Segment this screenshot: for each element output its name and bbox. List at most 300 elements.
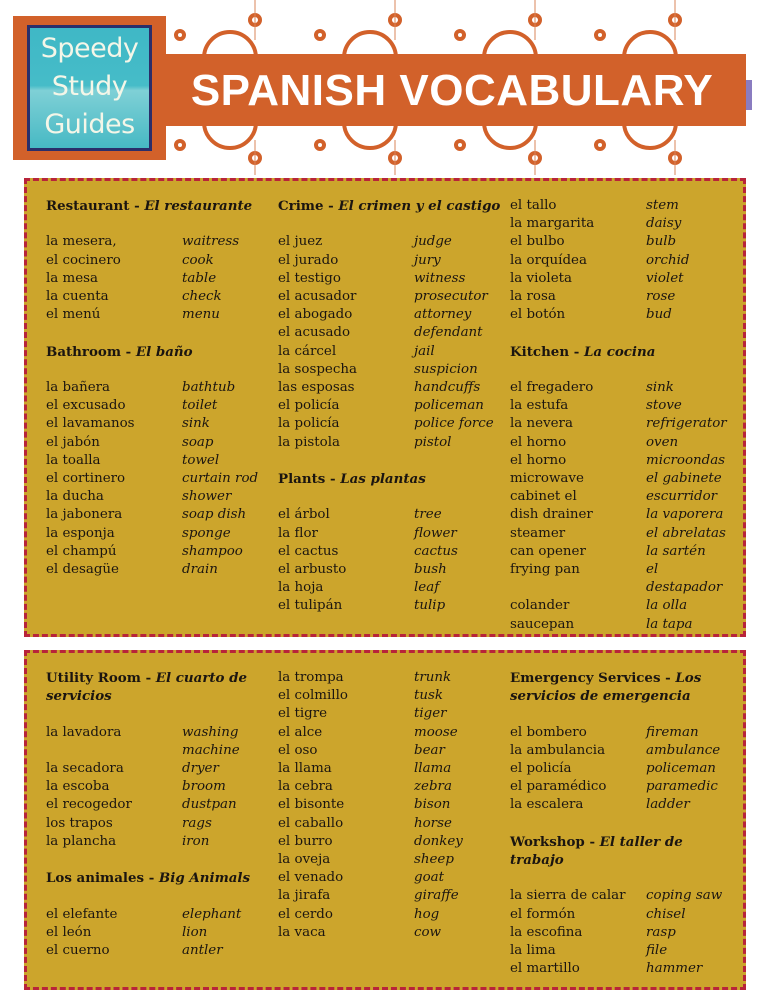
vocab-row [510, 960, 736, 978]
vocab-row [278, 361, 504, 379]
section-title-english: Plants - [278, 471, 341, 488]
translation: leaf [414, 580, 440, 596]
vocab-row [46, 906, 272, 924]
spacer [510, 361, 736, 379]
translation: iron [182, 833, 210, 849]
translation: microondas [646, 452, 726, 468]
term: el lavamanos [46, 416, 135, 432]
translation: orchid [646, 252, 690, 268]
term: la escofina [510, 924, 583, 940]
term: el bisonte [278, 797, 345, 813]
term: el acusado [278, 325, 351, 341]
logo-text [27, 25, 152, 151]
translation: sheep [414, 852, 454, 868]
term: el cortinero [46, 471, 126, 486]
term: dish drainer [510, 507, 593, 523]
term: la mesa [46, 270, 98, 286]
translation: refrigerator [646, 416, 727, 432]
vocab-row [46, 397, 272, 415]
vocab-row [510, 742, 736, 760]
translation: rose [646, 289, 676, 305]
vocab-row [278, 525, 504, 543]
translation: paramedic [646, 779, 718, 795]
term: el paramédico [510, 779, 607, 795]
vocab-row [46, 760, 272, 778]
translation: tulip [414, 598, 446, 614]
term: el cerdo [278, 906, 333, 922]
translation: violet [646, 270, 684, 286]
column-1 [46, 669, 272, 960]
translation: sink [182, 416, 210, 432]
translation: cook [182, 252, 214, 268]
translation: trunk [414, 670, 452, 685]
vocab-row [510, 724, 736, 742]
section-title [278, 470, 504, 488]
section-title [46, 869, 272, 887]
vocab-row [278, 815, 504, 833]
spacer [46, 851, 272, 869]
spacer [510, 815, 736, 833]
vocab-row [278, 669, 504, 687]
term: el martillo [510, 961, 580, 977]
vocab-row [278, 851, 504, 869]
vocab-row [278, 434, 504, 452]
vocab-row [278, 415, 504, 433]
term: el cocinero [46, 252, 121, 268]
section-title [46, 669, 272, 705]
section-title [46, 197, 272, 215]
term: el acusador [278, 289, 357, 304]
section-title-spanish: El baño [135, 343, 193, 360]
vocab-row [46, 724, 272, 760]
vocab-row [510, 778, 736, 796]
term: el árbol [278, 507, 330, 523]
section-title-english: Crime - [278, 198, 339, 214]
vocab-row [510, 488, 736, 506]
vocab-row [46, 778, 272, 796]
translation: horse [414, 815, 452, 831]
term: el policía [510, 761, 572, 776]
term: el colmillo [278, 688, 348, 704]
translation: rasp [646, 924, 676, 940]
term: el policía [278, 398, 340, 414]
term: la oveja [278, 852, 331, 868]
vocab-row [278, 343, 504, 361]
vocab-row [278, 579, 504, 597]
translation: menu [182, 307, 220, 323]
term: el recogedor [46, 797, 132, 813]
vocab-row [510, 616, 736, 634]
translation: bison [414, 797, 451, 813]
vocab-row [46, 252, 272, 270]
term: la cárcel [278, 343, 337, 359]
term: el fregadero [510, 380, 594, 395]
section-title-english: Workshop - [510, 833, 600, 850]
translation: bear [414, 742, 445, 758]
term: la ambulancia [510, 742, 606, 758]
translation: ambulance [646, 742, 721, 758]
translation: el gabinete [646, 471, 722, 487]
term: la cuenta [46, 289, 109, 304]
vocab-row [510, 252, 736, 270]
column-3 [510, 197, 736, 634]
title-banner [158, 54, 746, 126]
translation: moose [414, 724, 458, 740]
term: los trapos [46, 815, 113, 831]
section-title-english: Kitchen - [510, 343, 584, 360]
vocab-row [278, 233, 504, 251]
translation: cow [414, 924, 442, 940]
vocab-row [278, 924, 504, 942]
vocab-row [510, 760, 736, 778]
vocab-row [510, 525, 736, 543]
vocab-row [46, 942, 272, 960]
translation: zebra [414, 779, 452, 795]
translation: bathtub [182, 379, 236, 395]
translation: broom [182, 779, 226, 795]
vocab-row [46, 488, 272, 506]
logo-line: Speedy [40, 33, 139, 64]
term: la margarita [510, 216, 595, 232]
section-title-spanish: El cuarto de servicios [46, 670, 248, 705]
term: el tulipán [278, 598, 343, 614]
section-title [510, 343, 736, 361]
section-title [278, 197, 504, 215]
translation: daisy [646, 216, 682, 232]
translation: stove [646, 398, 682, 414]
term: la estufa [510, 398, 569, 414]
translation: dryer [182, 761, 219, 776]
vocab-row [278, 778, 504, 796]
vocab-row [46, 379, 272, 397]
term: la rosa [510, 289, 556, 305]
vocab-row [46, 924, 272, 942]
term: el jurado [278, 252, 339, 268]
vocab-row [510, 452, 736, 470]
vocab-row [278, 379, 504, 397]
term: el testigo [278, 270, 341, 286]
translation: policeman [414, 398, 484, 414]
vocab-row [510, 270, 736, 288]
translation: soap dish [182, 507, 247, 523]
vocab-row [46, 525, 272, 543]
translation: la sartén [646, 543, 706, 559]
vocab-row [278, 724, 504, 742]
term: la sospecha [278, 361, 357, 377]
vocab-row [510, 288, 736, 306]
vocab-row [278, 742, 504, 760]
vocab-row [278, 324, 504, 342]
translation: flower [414, 525, 457, 541]
term: la nevera [510, 416, 573, 432]
translation: lion [182, 924, 208, 940]
vocab-row [46, 270, 272, 288]
vocab-row [510, 597, 736, 615]
section-title-spanish: El taller de trabajo [510, 833, 683, 868]
vocab-row [46, 561, 272, 579]
vocab-row [46, 833, 272, 851]
translation: file [646, 943, 668, 958]
spacer [510, 869, 736, 887]
vocab-row [510, 415, 736, 433]
translation: table [182, 270, 217, 286]
section-title-english: Bathroom - [46, 343, 136, 360]
term: la esponja [46, 525, 115, 541]
vocab-row [278, 705, 504, 723]
spacer [278, 452, 504, 470]
section-title-spanish: Big Animals [158, 870, 251, 887]
vocab-row [46, 506, 272, 524]
translation: donkey [414, 833, 463, 849]
translation: ladder [646, 797, 690, 813]
translation: soap [182, 434, 214, 450]
translation: dustpan [182, 797, 237, 813]
translation: coping saw [646, 888, 723, 904]
translation: bush [414, 562, 447, 578]
term: el juez [278, 234, 323, 250]
translation: fireman [646, 724, 699, 740]
column-2 [278, 669, 504, 942]
section-title-spanish: Los servicios de emergencia [510, 670, 702, 705]
term: la trompa [278, 670, 344, 685]
term: el bombero [510, 724, 587, 740]
term: la secadora [46, 761, 124, 776]
translation: giraffe [414, 888, 459, 904]
translation: chisel [646, 906, 686, 922]
term: el tallo [510, 198, 557, 213]
column-3 [510, 669, 736, 978]
term: colander [510, 598, 570, 614]
term: el botón [510, 307, 566, 323]
section-title-english: Utility Room - [46, 670, 156, 686]
vocab-row [278, 288, 504, 306]
vocab-row [278, 687, 504, 705]
translation: bulb [646, 234, 677, 250]
translation: judge [414, 234, 452, 250]
translation: handcuffs [414, 380, 481, 396]
term: el excusado [46, 398, 126, 414]
vocab-row [278, 869, 504, 887]
vocab-row [278, 906, 504, 924]
logo-line: Guides [44, 109, 135, 140]
translation: antler [182, 943, 223, 958]
term: la vaca [278, 924, 326, 940]
term: la sierra de calar [510, 888, 626, 904]
term: microwave [510, 471, 584, 487]
translation: toilet [182, 398, 218, 414]
vocab-row [510, 197, 736, 215]
vocab-panel-1 [24, 178, 746, 637]
spacer [46, 705, 272, 723]
translation: suspicion [414, 361, 478, 377]
vocab-row [510, 796, 736, 814]
term: la plancha [46, 833, 117, 849]
spacer [278, 488, 504, 506]
section-title-spanish: Las plantas [340, 471, 426, 488]
term: la escoba [46, 779, 110, 795]
translation: la tapa [646, 616, 693, 632]
term: la orquídea [510, 252, 587, 268]
vocab-row [510, 906, 736, 924]
term: el alce [278, 724, 323, 740]
vocab-row [278, 270, 504, 288]
vocab-row [46, 815, 272, 833]
section-title-english: Restaurant - [46, 198, 145, 214]
translation: el destapador [646, 562, 723, 596]
translation: stem [646, 198, 679, 213]
translation: pistol [414, 434, 452, 450]
logo-line: Study [51, 71, 128, 102]
translation: sponge [182, 525, 231, 541]
translation: policeman [646, 761, 716, 776]
vocab-row [278, 252, 504, 270]
term: el león [46, 924, 92, 940]
term: el abogado [278, 307, 353, 323]
term: la lima [510, 943, 556, 958]
vocab-row [510, 887, 736, 905]
translation: tiger [414, 706, 447, 722]
term: el oso [278, 742, 318, 758]
section-title-english: Emergency Services - [510, 670, 676, 686]
column-2 [278, 197, 504, 616]
translation: goat [414, 870, 444, 886]
vocab-row [510, 397, 736, 415]
vocab-row [278, 543, 504, 561]
translation: towel [182, 452, 220, 468]
term: la mesera, [46, 234, 117, 250]
translation: oven [646, 434, 679, 450]
vocab-row [278, 760, 504, 778]
vocab-row [278, 561, 504, 579]
term: el menú [46, 307, 101, 323]
term: la flor [278, 525, 318, 541]
vocab-row [278, 833, 504, 851]
translation: la olla [646, 598, 688, 614]
vocab-row [510, 215, 736, 233]
translation: witness [414, 270, 466, 286]
banner-tab [746, 80, 752, 110]
spacer [510, 324, 736, 342]
term: la lavadora [46, 724, 122, 740]
translation: shampoo [182, 543, 243, 559]
term: la violeta [510, 270, 573, 286]
vocab-row [46, 306, 272, 324]
spacer [46, 887, 272, 905]
term: el cactus [278, 543, 339, 559]
term: la policía [278, 416, 340, 432]
term: el champú [46, 543, 117, 559]
term: el caballo [278, 815, 344, 831]
translation: prosecutor [414, 289, 488, 304]
term: el venado [278, 870, 344, 886]
term: el jabón [46, 434, 100, 450]
translation: shower [182, 489, 232, 505]
vocab-row [46, 452, 272, 470]
spacer [278, 215, 504, 233]
translation: waitress [182, 234, 240, 250]
translation: hog [414, 906, 440, 922]
vocab-row [46, 288, 272, 306]
translation: sink [646, 380, 674, 395]
term: la bañera [46, 379, 111, 395]
translation: cactus [414, 543, 458, 559]
vocab-row [510, 379, 736, 397]
term: el tigre [278, 706, 328, 722]
translation: elephant [182, 906, 242, 922]
term: la ducha [46, 489, 104, 505]
term: la jabonera [46, 507, 123, 523]
vocab-row [510, 233, 736, 251]
vocab-row [278, 597, 504, 615]
term: el desagüe [46, 562, 119, 578]
translation: hammer [646, 961, 703, 977]
spacer [46, 361, 272, 379]
term: el burro [278, 833, 333, 849]
term: el horno [510, 452, 567, 468]
spacer [46, 215, 272, 233]
translation: llama [414, 761, 452, 777]
translation: jail [414, 343, 435, 359]
translation: check [182, 289, 222, 304]
translation: bud [646, 307, 672, 323]
vocab-row [510, 506, 736, 524]
vocab-panel-2 [24, 650, 746, 990]
translation: police force [414, 416, 494, 432]
term: el elefante [46, 906, 118, 922]
translation: curtain rod [182, 471, 259, 486]
term: la cebra [278, 779, 333, 795]
term: frying pan [510, 562, 580, 578]
translation: escurridor [646, 489, 718, 505]
vocab-row [46, 470, 272, 488]
vocab-row [46, 233, 272, 251]
vocab-row [510, 306, 736, 324]
vocab-row [510, 470, 736, 488]
vocab-row [510, 543, 736, 561]
vocab-row [510, 924, 736, 942]
term: el horno [510, 434, 567, 450]
term: la pistola [278, 434, 340, 450]
term: saucepan [510, 616, 575, 632]
translation: jury [414, 252, 441, 268]
section-title [46, 343, 272, 361]
section-title-spanish: El crimen y el castigo [338, 198, 501, 214]
spacer [46, 324, 272, 342]
vocab-row [278, 796, 504, 814]
vocab-row [46, 415, 272, 433]
vocab-row [278, 397, 504, 415]
term: can opener [510, 543, 586, 559]
term: la hoja [278, 580, 324, 596]
term: la jirafa [278, 888, 331, 904]
translation: attorney [414, 307, 472, 323]
term: la llama [278, 761, 332, 777]
section-title [510, 833, 736, 869]
vocab-row [46, 434, 272, 452]
translation: drain [182, 562, 218, 578]
logo [13, 16, 166, 160]
vocab-row [46, 796, 272, 814]
header [0, 0, 773, 175]
translation: rags [182, 815, 212, 831]
term: la escalera [510, 797, 584, 813]
term: steamer [510, 525, 566, 541]
translation: el abrelatas [646, 525, 726, 541]
vocab-row [278, 887, 504, 905]
translation: tusk [414, 688, 443, 704]
spacer [510, 705, 736, 723]
term: el bulbo [510, 234, 565, 250]
